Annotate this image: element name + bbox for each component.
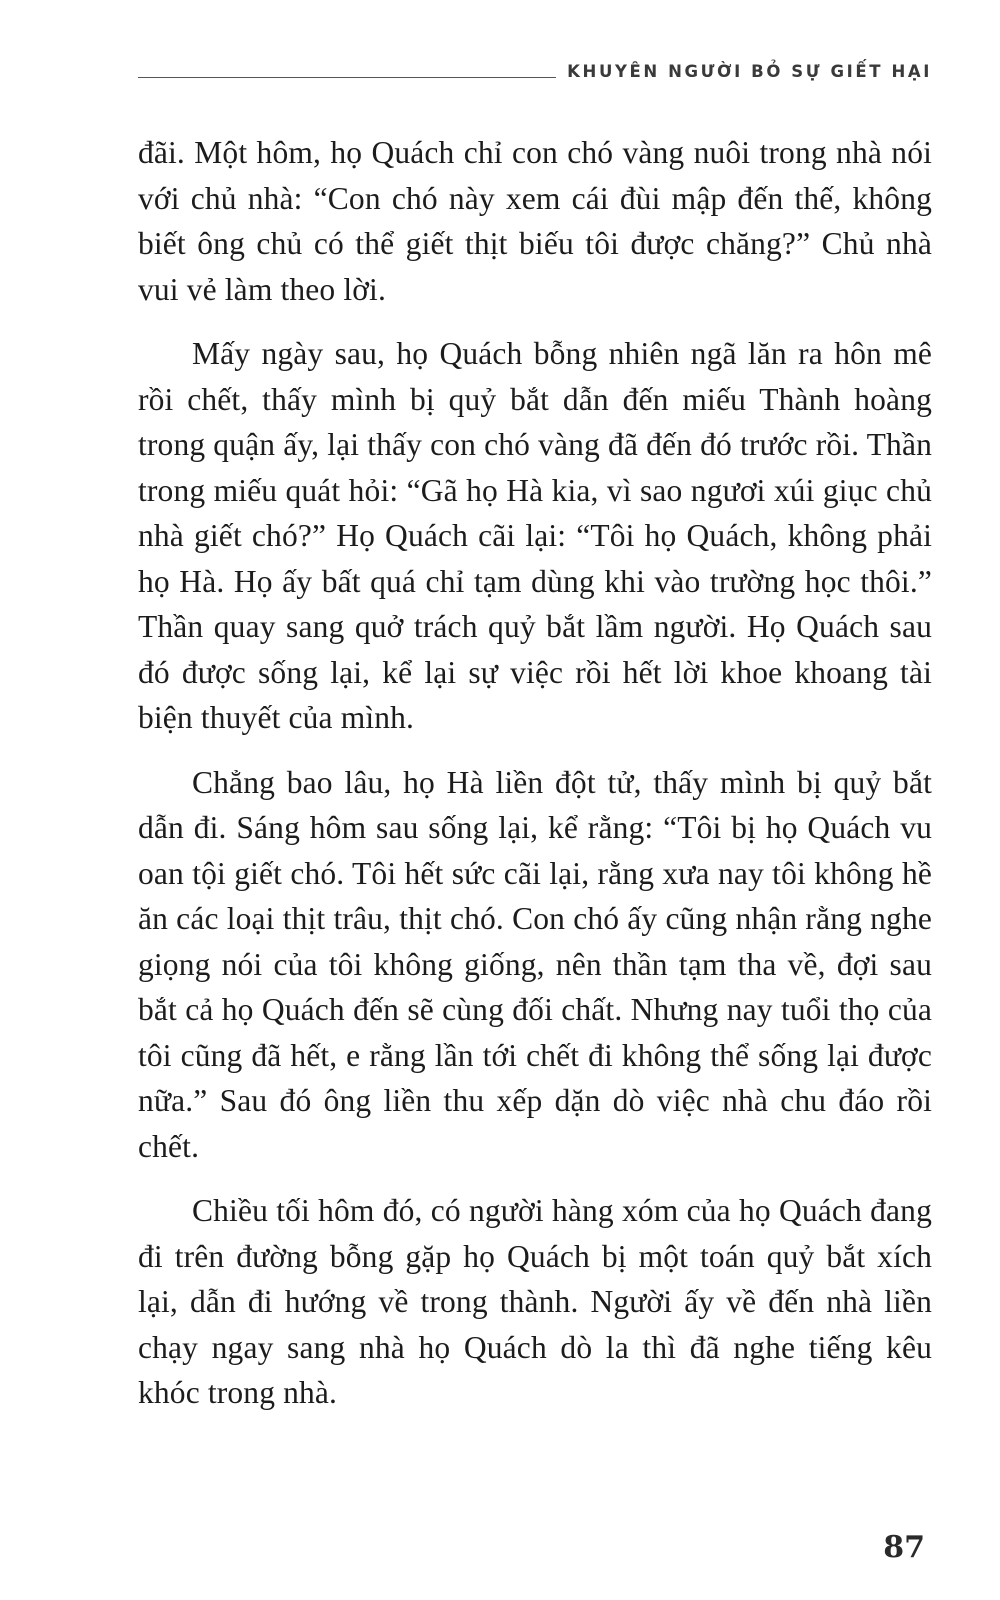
running-header [138, 62, 932, 86]
paragraph: Chẳng bao lâu, họ Hà liền đột tử, thấy mình bị quỷ bắt dẫn đi. Sáng hôm sau sống lại, kể rằng: “Tôi bị họ Quách vu oan tội giết chó. Tôi hết sức cãi lại, rằng xưa nay tôi không hề ăn các loại thịt trâu, thịt chó. Con chó ấy cũng nhận rằng nghe giọng nói của tôi không giống, nên thần tạm tha về, đợi sau bắt cả họ Quách đến sẽ cùng đối chất. Nhưng nay tuổi thọ của tôi cũng đã hết, e rằng lần tới chết đi không thể sống lại được nữa.” Sau đó ông liền thu xếp dặn dò việc nhà chu đáo rồi chết. [138, 764, 932, 1164]
paragraph: Mấy ngày sau, họ Quách bỗng nhiên ngã lăn ra hôn mê rồi chết, thấy mình bị quỷ bắt dẫn đến miếu Thành hoàng trong quận ấy, lại thấy con chó vàng đã đến đó trước rồi. Thần trong miếu quát hỏi: “Gã họ Hà kia, vì sao ngươi xúi giục chủ nhà giết chó?” Họ Quách cãi lại: “Tôi họ Quách, không phải họ Hà. Họ ấy bất quá chỉ tạm dùng khi vào trường học thôi.” Thần quay sang quở trách quỷ bắt lầm người. Họ Quách sau đó được sống lại, kể lại sự việc rồi hết lời khoe khoang tài biện thuyết của mình. [138, 336, 932, 735]
running-title: KHUYÊN NGƯỜI BỎ SỰ GIẾT HẠI [567, 62, 932, 81]
header-rule [138, 77, 556, 78]
body-text [138, 130, 932, 1435]
paragraph-continued: đãi. Một hôm, họ Quách chỉ con chó vàng nuôi trong nhà nói với chủ nhà: “Con chó này xem cái đùi mập đến thế, không biết ông chủ có thể giết thịt biếu tôi được chăng?” Chủ nhà vui vẻ làm theo lời. [138, 135, 932, 307]
page-number: 87 [883, 1530, 925, 1565]
paragraph: Chiều tối hôm đó, có người hàng xóm của họ Quách đang đi trên đường bỗng gặp họ Quách bị một toán quỷ bắt xích lại, dẫn đi hướng về trong thành. Người ấy về đến nhà liền chạy ngay sang nhà họ Quách dò la thì đã nghe tiếng kêu khóc trong nhà. [138, 1193, 932, 1410]
